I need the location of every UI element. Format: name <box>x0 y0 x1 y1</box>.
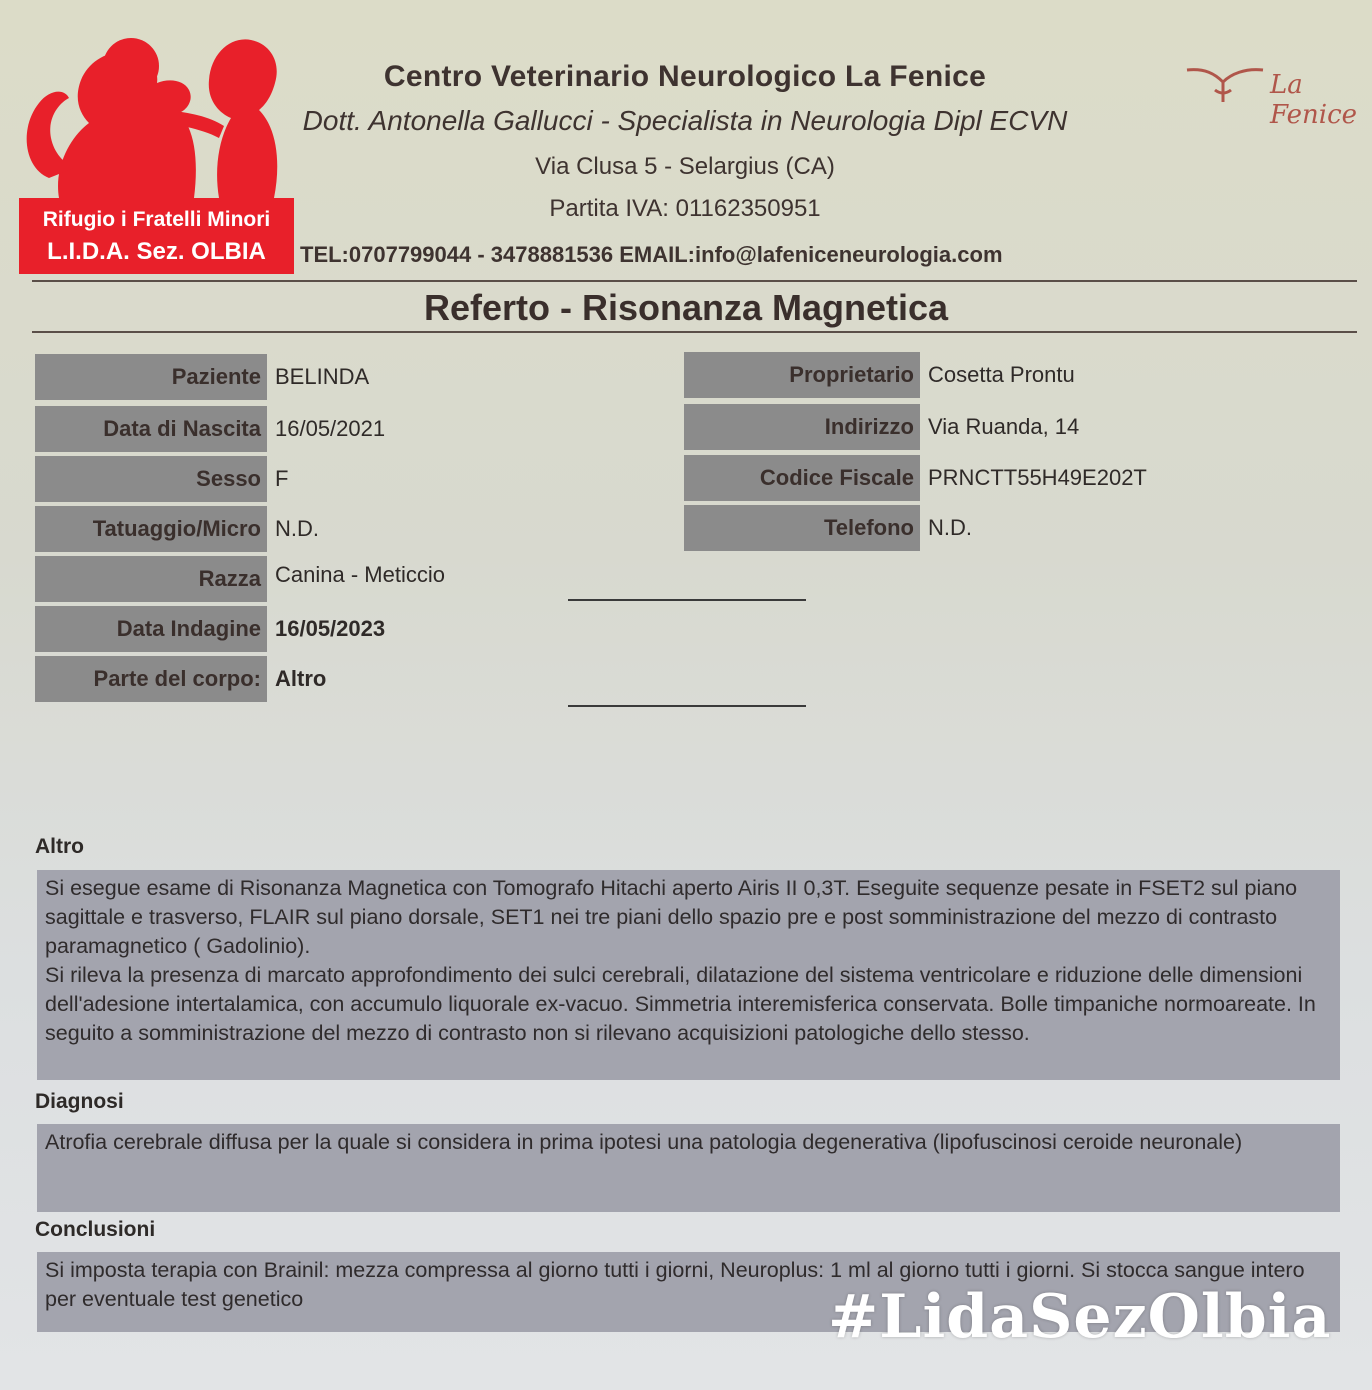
sex-value: F <box>275 466 289 491</box>
document-title: Referto - Risonanza Magnetica <box>423 287 949 328</box>
microchip-value: N.D. <box>275 516 319 541</box>
owner-phone-value: N.D. <box>928 515 972 540</box>
logo-label <box>19 198 294 274</box>
monkeys-silhouette-icon <box>19 18 294 198</box>
signature-line <box>568 705 806 707</box>
conclusioni-text: Si imposta terapia con Brainil: mezza compressa al giorno tutti i giorni, Neuroplus: 1 ml al giorno tutti i giorni. Si stocca sangue intero per eventuale test genetico <box>45 1258 1305 1311</box>
microchip-label: Tatuaggio/Micro <box>35 506 267 552</box>
patient-name-value: BELINDA <box>275 364 370 389</box>
owner-phone-label: Telefono <box>684 505 920 551</box>
owner-name-label: Proprietario <box>684 352 920 398</box>
hashtag-watermark: #LidaSezOlbia <box>828 1282 1332 1352</box>
tax-code-value: PRNCTT55H49E202T <box>928 465 1147 490</box>
owner-address-label: Indirizzo <box>684 404 920 450</box>
logo-line-1: Rifugio i Fratelli Minori <box>42 208 271 231</box>
contact-info: TEL:0707799044 - 3478881536 EMAIL:info@lafeniceneurologia.com <box>300 242 1003 267</box>
body-part-value: Altro <box>275 666 327 691</box>
tax-code-label: Codice Fiscale <box>684 455 920 501</box>
altro-paragraph: Si esegue esame di Risonanza Magnetica con Tomografo Hitachi aperto Airis II 0,3T. Eseguite sequenze pesate in FSET2 sul piano sagittale e trasverso, FLAIR sul piano dorsale, SET1 nei tre piani dello spazio pre e post somministrazione del mezzo di contrasto paramagnetico ( Gadolinio). <box>45 876 1298 958</box>
altro-title: Altro <box>35 835 84 858</box>
diagnosi-text: Atrofia cerebrale diffusa per la quale si considera in prima ipotesi una patologia degenerativa (lipofuscinosi ceroide neuronale) <box>45 1130 1243 1154</box>
body-part-label: Parte del corpo: <box>35 656 267 702</box>
shelter-logo <box>19 18 294 265</box>
diagnosi-box <box>37 1124 1340 1212</box>
clinic-address: Via Clusa 5 - Selargius (CA) <box>535 153 835 180</box>
patient-name-label: Paziente <box>35 354 267 400</box>
birth-date-value: 16/05/2021 <box>275 416 386 441</box>
brand-text: La Fenice <box>1270 70 1358 130</box>
sex-label: Sesso <box>35 456 267 502</box>
signature-line <box>568 599 806 601</box>
owner-address-value: Via Ruanda, 14 <box>928 414 1080 439</box>
phoenix-icon <box>1185 60 1265 110</box>
logo-line-2: L.I.D.A. Sez. OLBIA <box>47 238 266 265</box>
clinic-name: Centro Veterinario Neurologico La Fenice <box>383 60 987 93</box>
exam-date-value: 16/05/2023 <box>275 616 386 641</box>
owner-name-value: Cosetta Prontu <box>928 362 1075 387</box>
vat-number: Partita IVA: 01162350951 <box>549 195 821 222</box>
breed-value: Canina - Meticcio <box>275 562 445 587</box>
birth-date-label: Data di Nascita <box>35 406 267 452</box>
breed-label: Razza <box>35 556 267 602</box>
altro-paragraph: Si rileva la presenza di marcato approfondimento dei sulci cerebrali, dilatazione del sistema ventricolare e riduzione delle dimensioni dell'adesione intertalamica, con accumulo liquorale ex-vacuo. Simmetria interemisferica conservata. Bolle timpaniche normoareate. In seguito a somministrazione del mezzo di contrasto non si rilevano acquisizioni patologiche dello stesso. <box>45 963 1316 1045</box>
title-divider <box>32 331 1357 333</box>
conclusioni-title: Conclusioni <box>35 1218 156 1241</box>
header-divider <box>32 280 1357 282</box>
exam-date-label: Data Indagine <box>35 606 267 652</box>
altro-box <box>37 870 1340 1080</box>
diagnosi-title: Diagnosi <box>35 1090 124 1113</box>
doctor-name: Dott. Antonella Gallucci - Specialista in Neurologia Dipl ECVN <box>302 105 1068 136</box>
la-fenice-brand <box>1185 60 1365 130</box>
